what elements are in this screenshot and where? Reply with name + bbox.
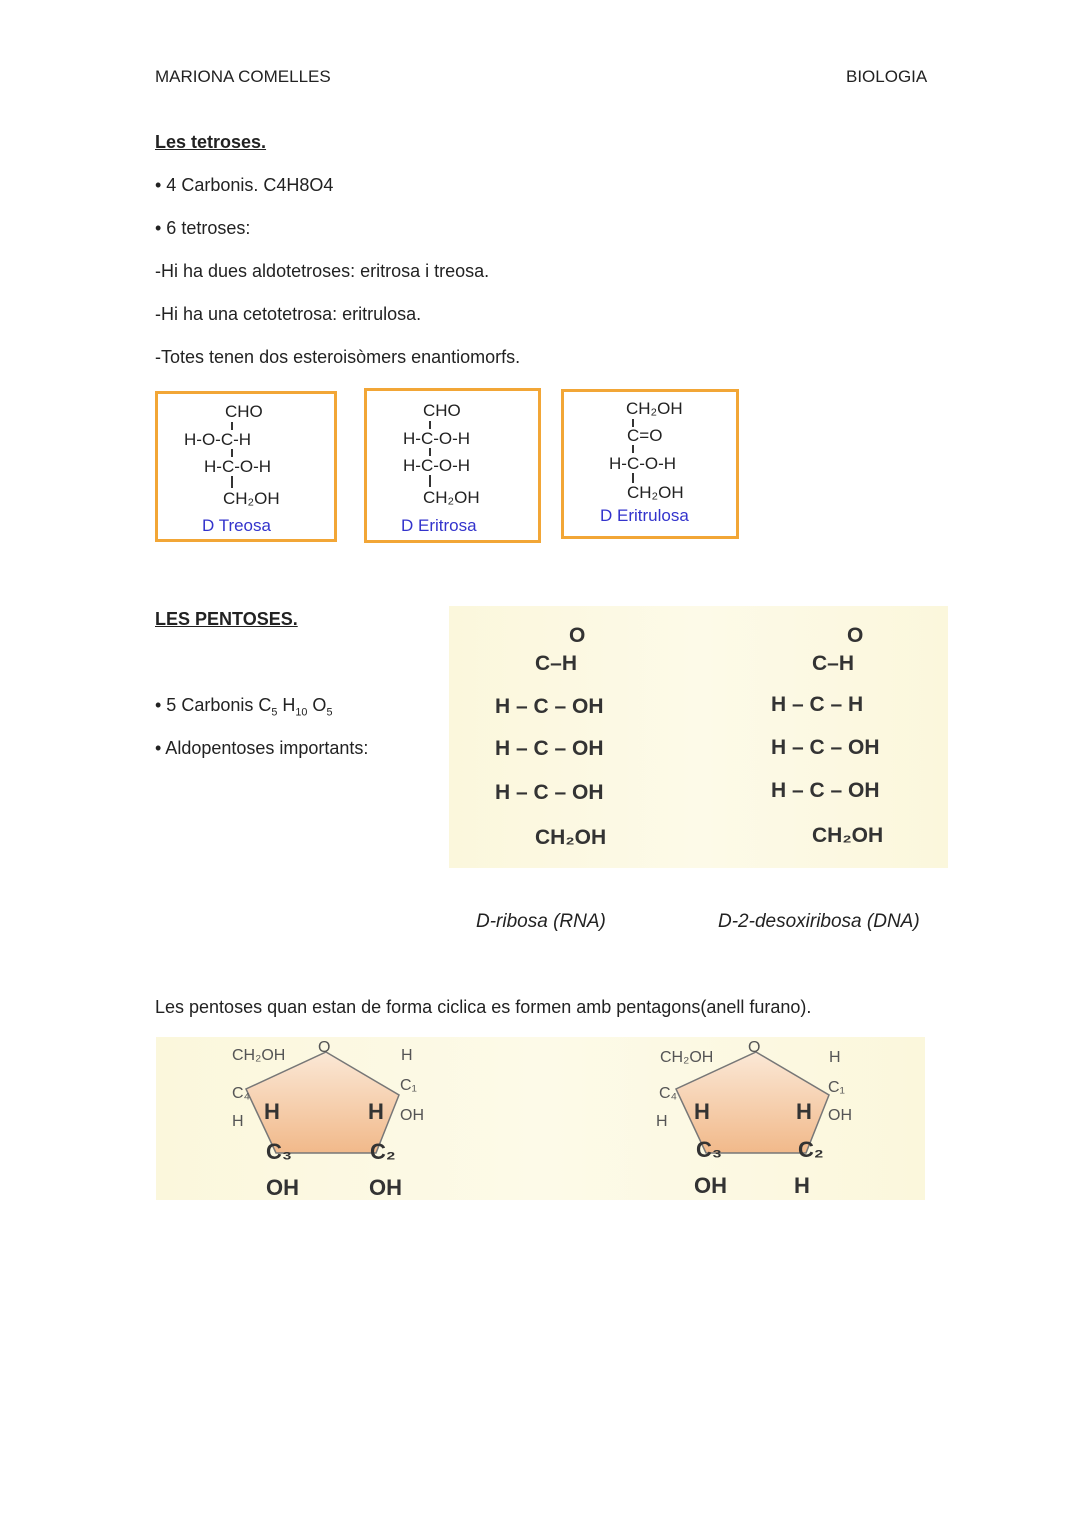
structure-eritrosa xyxy=(364,388,541,543)
bullet: • 4 Carbonis. C4H8O4 xyxy=(155,175,334,195)
formula-row: H-O-C-H xyxy=(184,430,252,449)
formula-row: H-C-O-H xyxy=(403,456,471,475)
formula-row: H – C – OH xyxy=(495,695,604,718)
formula-row: H – C – H xyxy=(771,693,864,716)
formula-row: CH₂OH xyxy=(535,826,607,849)
formula-row: H – C – OH xyxy=(495,781,604,804)
formula-row: H-C-O-H xyxy=(609,454,677,473)
formula-row: C–H xyxy=(535,652,578,675)
bullet-carbonis: • 5 Carbonis $C_5$ $H_{10}$ $O_5$ xyxy=(155,695,333,719)
formula-row: CHO xyxy=(423,401,461,420)
structure-treosa xyxy=(155,391,337,542)
cyclic-text: Les pentoses quan estan de forma ciclica es formen amb pentagons(anell furano). xyxy=(155,997,812,1017)
formula-row: CHO xyxy=(225,402,263,421)
bullet: • 6 tetroses: xyxy=(155,218,251,238)
text-line: -Hi ha dues aldotetroses: eritrosa i treosa. xyxy=(155,261,490,281)
header-author: MARIONA COMELLES xyxy=(155,67,331,86)
formula-row: H-C-O-H xyxy=(403,429,471,448)
caption-ribose: D-ribosa (RNA) xyxy=(476,911,606,932)
atom: O xyxy=(847,624,864,647)
formula-row: CH₂OH xyxy=(812,824,884,847)
formula-row: C=O xyxy=(627,426,663,445)
structure-label: D Treosa xyxy=(202,516,271,535)
text-line: -Totes tenen dos esteroisòmers enantiomorfs. xyxy=(155,347,521,367)
formula-row: H-C-O-H xyxy=(204,457,272,476)
bullet-aldopentoses: • Aldopentoses importants: xyxy=(155,738,369,758)
tetroses-heading: Les tetroses. xyxy=(155,132,267,152)
formula-row: H – C – OH xyxy=(771,736,880,759)
header-subject: BIOLOGIA xyxy=(846,67,928,86)
formula-row: CH₂OH xyxy=(223,489,280,508)
formula-row: C–H xyxy=(812,652,855,675)
text-line: -Hi ha una cetotetrosa: eritrulosa. xyxy=(155,304,422,324)
structure-label: D Eritrosa xyxy=(401,516,477,535)
caption-deoxyribose: D-2-desoxiribosa (DNA) xyxy=(718,911,920,932)
formula-row: CH₂OH xyxy=(423,488,480,507)
formula-row: CH₂OH xyxy=(627,483,684,502)
structure-label: D Eritrulosa xyxy=(600,506,689,525)
formula-row: H – C – OH xyxy=(771,779,880,802)
structure-eritrulosa xyxy=(561,389,739,539)
cyclic-pentoses-figure: CH₂OH O H C₁ OH C₄ H H H C₃ C₂ OH OH CH₂OH O H C₁ OH C₄ H H H C₃ C₂ OH H xyxy=(156,1037,925,1200)
formula-row: H – C – OH xyxy=(495,737,604,760)
formula-row: CH₂OH xyxy=(626,399,683,418)
atom: O xyxy=(569,624,586,647)
linear-pentoses-figure xyxy=(449,606,948,868)
pentoses-heading: LES PENTOSES. xyxy=(155,609,298,629)
